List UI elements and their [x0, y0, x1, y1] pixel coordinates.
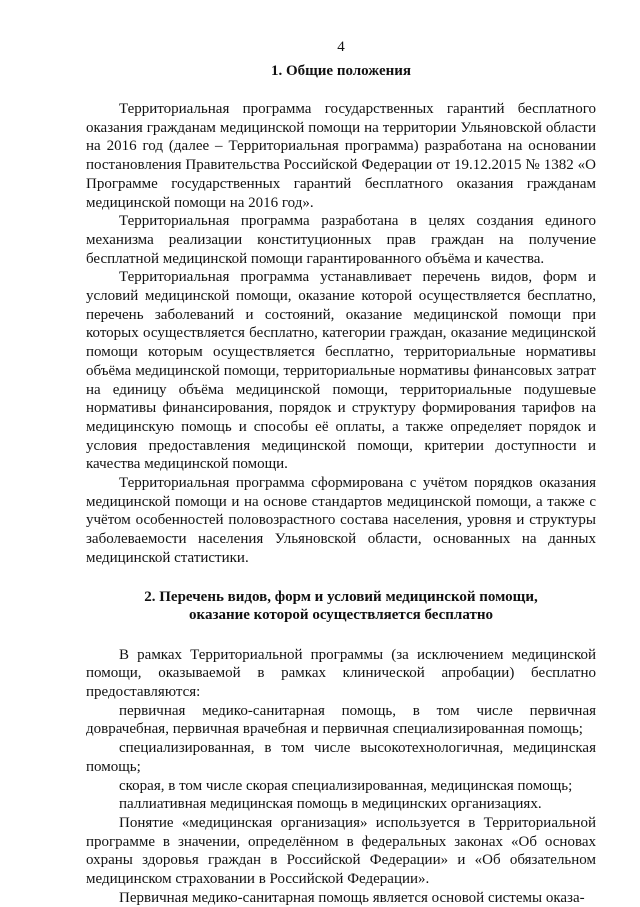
paragraph: Первичная медико-санитарная помощь является основой системы оказа- — [119, 889, 585, 906]
section-2-title — [86, 588, 596, 624]
section-1-body — [86, 100, 596, 568]
page-number: 4 — [337, 39, 345, 55]
paragraph: Понятие «медицинская организация» используется в Территориальной программе в значении, определённом в федеральных законах «Об основах охраны здоровья граждан в Российской Федерации» и «Об обязательном медицинском страховании в Российской Федерации». — [86, 814, 596, 888]
paragraph: Территориальная программа государственных гарантий бесплатного оказания гражданам медицинской помощи на территории Ульяновской области на 2016 год (далее – Территориальная программа) разработана на основании постановления Правительства Российской Федерации от 19.12.2015 № 1382 «О Программе государственных гарантий бесплатного оказания гражданам медицинской помощи на 2016 год». — [86, 101, 596, 211]
paragraph: Территориальная программа сформирована с учётом порядков оказания медицинской помощи и на основе стандартов медицинской помощи, а также с учётом особенностей половозрастного состава населения, уровня и структуры заболеваемости населения Ульяновской области, основанных на данных медицинской статистики. — [86, 475, 596, 566]
list-item: первичная медико-санитарная помощь, в том числе первичная доврачебная, первичная врачебная и первичная специализированная помощь; — [86, 702, 596, 738]
section-2-body — [86, 646, 596, 907]
section-2-title-line-2: оказание которой осуществляется бесплатно — [189, 606, 493, 623]
section-2-title-line-1: 2. Перечень видов, форм и условий медицинской помощи, — [144, 588, 538, 605]
section-1-title: 1. Общие положения — [270, 63, 412, 79]
list-item: специализированная, в том числе высокотехнологичная, медицинская помощь; — [86, 740, 596, 775]
paragraph: Территориальная программа разработана в целях создания единого механизма реализации конституционных прав граждан на получение бесплатной медицинской помощи гарантированного объёма и качества. — [86, 213, 596, 267]
paragraph: Территориальная программа устанавливает перечень видов, форм и условий медицинской помощи, оказание которой осуществляется бесплатно, перечень заболеваний и состояний, оказание медицинской помощи при которых осуществляется бесплатно, категории граждан, оказание медицинской помощи которым осуществляется бесплатно, территориальные нормативы объёма медицинской помощи, территориальные нормативы финансовых затрат на единицу объёма медицинской помощи, территориальные подушевые нормативы финансирования, порядок и структуру формирования тарифов на медицинскую помощь и способы её оплаты, а также определяет порядок и условия предоставления медицинской помощи, критерии доступности и качества медицинской помощи. — [86, 269, 596, 473]
paragraph: В рамках Территориальной программы (за исключением медицинской помощи, оказываемой в рамках клинической апробации) бесплатно предоставляются: — [86, 646, 596, 700]
list-item: паллиативная медицинская помощь в медицинских организациях. — [119, 796, 542, 813]
list-item: скорая, в том числе скорая специализированная, медицинская помощь; — [119, 777, 573, 794]
